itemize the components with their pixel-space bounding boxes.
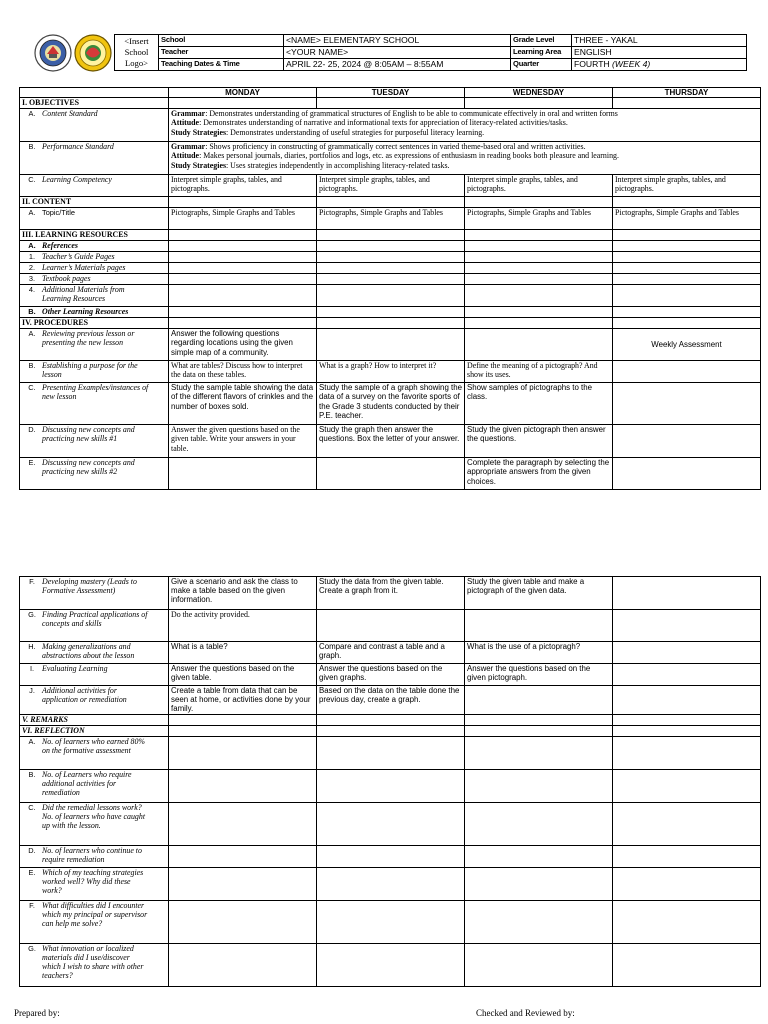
dll-table-page2 xyxy=(19,576,761,987)
quarter-value: FOURTH (WEEK 4) xyxy=(572,59,747,71)
procedure-i-monday: Answer the questions based on the given table. xyxy=(169,664,317,686)
reflection-g-label: G. What innovation or localized materials did I use/discover which I wish to share with other teachers? xyxy=(20,943,169,986)
procedure-h-monday: What is a table? xyxy=(169,642,317,664)
procedure-a-label: A. Reviewing previous lesson or presenting the new lesson xyxy=(20,329,169,361)
quarter-label: Quarter xyxy=(511,59,572,71)
grade-level-value: THREE - YAKAL xyxy=(572,35,747,47)
procedure-j-monday: Create a table from data that can be seen at home, or activities done by your family. xyxy=(169,686,317,715)
section-procedures: IV. PROCEDURES xyxy=(20,318,169,329)
section-reflection: VI. REFLECTION xyxy=(20,725,169,736)
procedure-g-tuesday xyxy=(317,610,465,642)
procedure-i-thursday xyxy=(613,664,761,686)
procedure-c-tuesday: Study the sample of a graph showing the data of a survey on the favorite sports of the Grade 3 students conducted by their P.E. teacher. xyxy=(317,383,465,425)
resource-references: A. References xyxy=(20,241,169,252)
day-header-wednesday: WEDNESDAY xyxy=(465,88,613,98)
procedure-h-tuesday: Compare and contrast a table and a graph. xyxy=(317,642,465,664)
school-label: School xyxy=(159,35,284,47)
reflection-e-label: E. Which of my teaching strategies worked well? Why did these work? xyxy=(20,867,169,900)
procedure-b-tuesday: What is a graph? How to interpret it? xyxy=(317,361,465,383)
procedure-c-label: C. Presenting Examples/instances of new lesson xyxy=(20,383,169,425)
procedure-f-wednesday: Study the given table and make a pictograph of the given data. xyxy=(465,577,613,610)
procedure-a-wednesday xyxy=(465,329,613,361)
day-header-tuesday: TUESDAY xyxy=(317,88,465,98)
procedure-a-tuesday xyxy=(317,329,465,361)
day-header-thursday: THURSDAY xyxy=(613,88,761,98)
procedure-d-wednesday: Study the given pictograph then answer the questions. xyxy=(465,425,613,458)
procedure-c-thursday xyxy=(613,383,761,425)
topic-thursday: Pictographs, Simple Graphs and Tables xyxy=(613,208,761,230)
procedure-i-tuesday: Answer the questions based on the given graphs. xyxy=(317,664,465,686)
division-seal-icon xyxy=(74,34,112,72)
resource-learners-materials: 2. Learner’s Materials pages xyxy=(20,263,169,274)
competency-wednesday: Interpret simple graphs, tables, and pictographs. xyxy=(465,175,613,197)
resource-additional-materials: 4. Additional Materials from Learning Resources xyxy=(20,285,169,307)
procedure-f-label: F. Developing mastery (Leads to Formative Assessment) xyxy=(20,577,169,610)
day-header-monday: MONDAY xyxy=(169,88,317,98)
procedure-e-wednesday: Complete the paragraph by selecting the appropriate answers from the given choices. xyxy=(465,458,613,490)
reflection-f-label: F. What difficulties did I encounter which my principal or supervisor can help me solve? xyxy=(20,900,169,943)
topic-monday: Pictographs, Simple Graphs and Tables xyxy=(169,208,317,230)
procedure-a-monday: Answer the following questions regarding locations using the given simple map of a community. xyxy=(169,329,317,361)
grade-level-label: Grade Level xyxy=(511,35,572,47)
procedure-g-label: G. Finding Practical applications of concepts and skills xyxy=(20,610,169,642)
checked-by-label: Checked and Reviewed by: xyxy=(476,1008,575,1018)
content-standard-text: Grammar: Demonstrates understanding of grammatical structures of English to be able to communicate effectively in oral and written forms Attitude: Demonstrates understanding of narrative and informational texts for appreciation of literacy-related activities/tasks. Study Strategies: Demonstrates understanding of useful strategies for purposeful literacy learning. xyxy=(169,109,761,142)
teacher-label: Teacher xyxy=(159,47,284,59)
topic-title-label: A. Topic/Title xyxy=(20,208,169,230)
procedure-g-thursday xyxy=(613,610,761,642)
content-standard-label: A. Content Standard xyxy=(20,109,169,142)
procedure-g-wednesday xyxy=(465,610,613,642)
teaching-dates-value: APRIL 22- 25, 2024 @ 8:05AM – 8:55AM xyxy=(284,59,511,71)
reflection-b-label: B. No. of Learners who require additional activities for remediation xyxy=(20,769,169,802)
procedure-f-monday: Give a scenario and ask the class to make a table based on the given information. xyxy=(169,577,317,610)
learning-area-value: ENGLISH xyxy=(572,47,747,59)
procedure-j-wednesday xyxy=(465,686,613,715)
performance-standard-text: Grammar: Shows proficiency in constructing of grammatically correct sentences in varied theme-based oral and written activities. Attitude: Makes personal journals, diaries, portfolios and logs, etc. as expressions of enthusiasm in reading books both pleasure and learning. Study Strategies: Uses strategies independently in accomplishing literacy-related tasks. xyxy=(169,142,761,175)
competency-tuesday: Interpret simple graphs, tables, and pictographs. xyxy=(317,175,465,197)
procedure-i-wednesday: Answer the questions based on the given pictograph. xyxy=(465,664,613,686)
procedure-d-monday: Answer the given questions based on the given table. Write your answers in your table. xyxy=(169,425,317,458)
procedure-e-monday xyxy=(169,458,317,490)
resource-textbook: 3. Textbook pages xyxy=(20,274,169,285)
procedure-d-label: D. Discussing new concepts and practicing new skills #1 xyxy=(20,425,169,458)
procedure-f-thursday xyxy=(613,577,761,610)
weekly-assessment: Weekly Assessment xyxy=(613,329,761,361)
procedure-e-label: E. Discussing new concepts and practicing new skills #2 xyxy=(20,458,169,490)
procedure-d-tuesday: Study the graph then answer the questions. Box the letter of your answer. xyxy=(317,425,465,458)
procedure-j-tuesday: Based on the data on the table done the previous day, create a graph. xyxy=(317,686,465,715)
teacher-value: <YOUR NAME> xyxy=(284,47,511,59)
section-learning-resources: III. LEARNING RESOURCES xyxy=(20,230,169,241)
procedure-e-tuesday xyxy=(317,458,465,490)
competency-thursday: Interpret simple graphs, tables, and pictographs. xyxy=(613,175,761,197)
topic-wednesday: Pictographs, Simple Graphs and Tables xyxy=(465,208,613,230)
reflection-c-label: C. Did the remedial lessons work? No. of learners who have caught up with the lesson. xyxy=(20,802,169,845)
dll-table-page1 xyxy=(19,87,761,490)
section-objectives: I. OBJECTIVES xyxy=(20,98,169,109)
corner-cell xyxy=(20,88,169,98)
procedure-b-label: B. Establishing a purpose for the lesson xyxy=(20,361,169,383)
resource-other: B. Other Learning Resources xyxy=(20,307,169,318)
procedure-c-wednesday: Show samples of pictographs to the class. xyxy=(465,383,613,425)
school-logo-placeholder[interactable]: <Insert School Logo> xyxy=(115,35,159,71)
procedure-h-label: H. Making generalizations and abstractions about the lesson xyxy=(20,642,169,664)
procedure-c-monday: Study the sample table showing the data of the different flavors of crinkles and the number of boxes sold. xyxy=(169,383,317,425)
section-content: II. CONTENT xyxy=(20,197,169,208)
deped-seal-icon xyxy=(34,34,72,72)
school-value: <NAME> ELEMENTARY SCHOOL xyxy=(284,35,511,47)
learning-area-label: Learning Area xyxy=(511,47,572,59)
procedure-b-wednesday: Define the meaning of a pictograph? And show its uses. xyxy=(465,361,613,383)
procedure-d-thursday xyxy=(613,425,761,458)
procedure-f-tuesday: Study the data from the given table. Create a graph from it. xyxy=(317,577,465,610)
teaching-dates-label: Teaching Dates & Time xyxy=(159,59,284,71)
competency-monday: Interpret simple graphs, tables, and pictographs. xyxy=(169,175,317,197)
procedure-b-monday: What are tables? Discuss how to interpret the data on these tables. xyxy=(169,361,317,383)
procedure-h-thursday xyxy=(613,642,761,664)
header-table xyxy=(114,34,747,71)
procedure-b-thursday xyxy=(613,361,761,383)
procedure-j-label: J. Additional activities for application or remediation xyxy=(20,686,169,715)
procedure-h-wednesday: What is the use of a pictopragh? xyxy=(465,642,613,664)
prepared-by-label: Prepared by: xyxy=(14,1008,60,1018)
topic-tuesday: Pictographs, Simple Graphs and Tables xyxy=(317,208,465,230)
quarter-week: (WEEK 4) xyxy=(612,59,651,69)
procedure-e-thursday xyxy=(613,458,761,490)
procedure-g-monday: Do the activity provided. xyxy=(169,610,317,642)
performance-standard-label: B. Performance Standard xyxy=(20,142,169,175)
section-remarks: V. REMARKS xyxy=(20,714,169,725)
reflection-a-label: A. No. of learners who earned 80% on the formative assessment xyxy=(20,736,169,769)
procedure-i-label: I. Evaluating Learning xyxy=(20,664,169,686)
learning-competency-label: C. Learning Competency xyxy=(20,175,169,197)
resource-teachers-guide: 1. Teacher’s Guide Pages xyxy=(20,252,169,263)
procedure-j-thursday xyxy=(613,686,761,715)
reflection-d-label: D. No. of learners who continue to require remediation xyxy=(20,845,169,867)
